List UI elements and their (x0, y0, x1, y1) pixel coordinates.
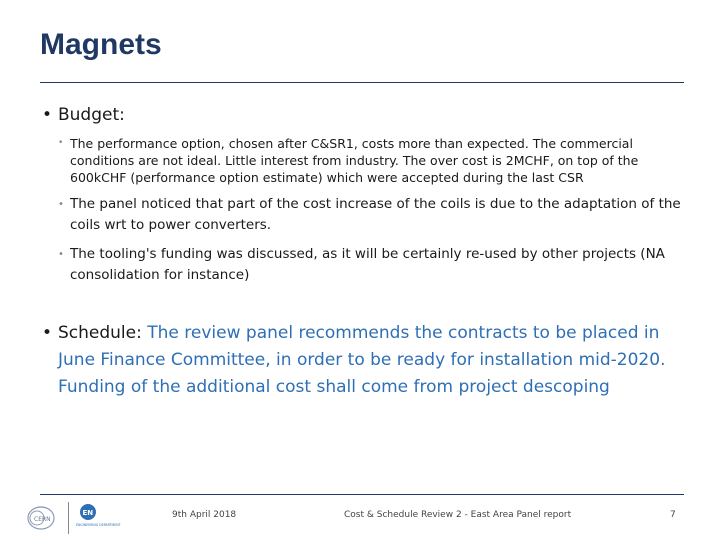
sub-bullet-dot-icon: • (58, 138, 64, 148)
title-divider (40, 82, 684, 83)
bullet-dot-icon: • (42, 105, 53, 125)
slide-title: Magnets (40, 28, 162, 61)
budget-sub1-text: The performance option, chosen after C&SR1, costs more than expected. The commercial conditions are not ideal. Little interest from industry. The over cost is 2MCHF, on top of the 600kCHF (performance option estimate) which were accepted during the last CSR (70, 136, 639, 185)
bullet-dot-icon: • (42, 323, 53, 343)
cern-logo-text: CERN (34, 516, 51, 523)
en-logo (76, 502, 121, 536)
budget-sub2-text: The panel noticed that part of the cost increase of the coils is due to the adaptation of the coils wrt to power converters. (70, 196, 681, 233)
footer-divider (40, 494, 684, 495)
sub-bullet-dot-icon: • (58, 199, 64, 210)
bullet-schedule (42, 320, 682, 401)
budget-label: Budget: (58, 105, 125, 125)
bullet-budget-sub2 (42, 194, 682, 236)
cern-logo (26, 504, 56, 532)
slide-content (42, 102, 682, 401)
schedule-text: The review panel recommends the contracts to be placed in June Finance Committee, in order to be ready for installation mid-2020. Funding of the additional cost shall come from project descoping (58, 323, 666, 397)
footer-date: 9th April 2018 (172, 510, 237, 520)
en-logo-subtext: ENGINEERING DEPARTMENT (76, 523, 121, 527)
sub-bullet-dot-icon: • (58, 249, 64, 260)
page-number: 7 (670, 510, 676, 520)
en-logo-icon (76, 502, 121, 536)
footer-center-text: Cost & Schedule Review 2 - East Area Panel report (344, 510, 572, 520)
footer (0, 500, 720, 538)
schedule-label: Schedule: (58, 323, 142, 343)
en-logo-text: EN (82, 509, 94, 517)
bullet-budget (42, 102, 682, 129)
bullet-budget-sub1 (42, 135, 682, 186)
logo-divider (68, 502, 69, 534)
budget-sub3-text: The tooling's funding was discussed, as it will be certainly re-used by other projects (NA consolidation for instance) (70, 246, 665, 283)
bullet-budget-sub3 (42, 244, 682, 286)
cern-logo-icon (26, 504, 56, 532)
